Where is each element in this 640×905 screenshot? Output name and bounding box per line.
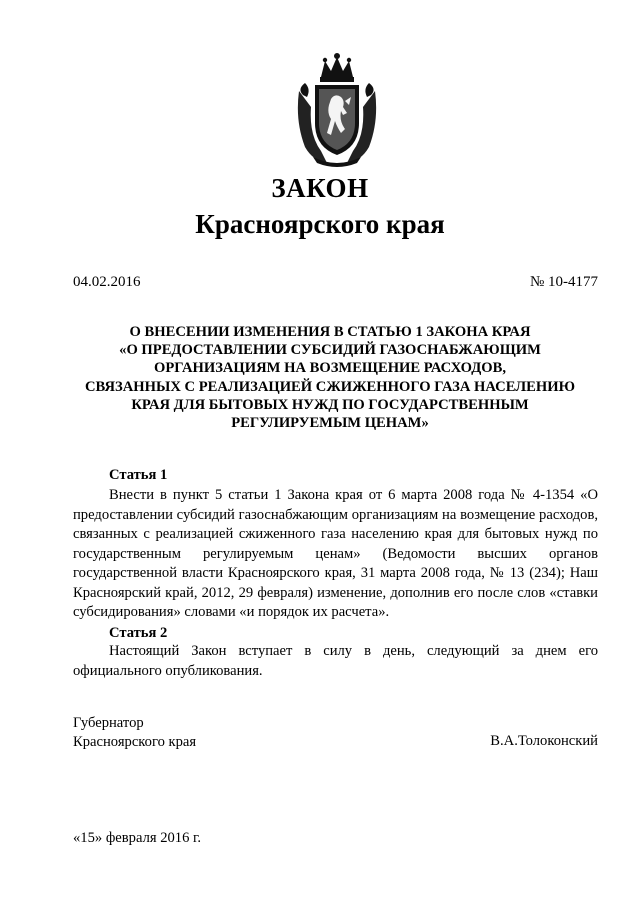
- law-heading-line: РЕГУЛИРУЕМЫМ ЦЕНАМ»: [231, 415, 429, 432]
- article-1-text: Внести в пункт 5 статьи 1 Закона края от 6 марта 2008 года № 4-1354 «О предоставлении субсидий газоснабжающим организациям на возмещение расходов, связанных с реализацией сжиженного газа населению края для бытовых нужд по государственным регулируемым ценам» (Ведомости высших органов государственной власти Красноярского края, 31 марта 2008 года, № 13 (234); Наш Красноярский край, 2012, 29 февраля) изменение, дополнив его после слов «ставки субсидирования» словами «и порядок их расчета».: [73, 487, 598, 620]
- law-heading-line: ОРГАНИЗАЦИЯМ НА ВОЗМЕЩЕНИЕ РАСХОДОВ,: [153, 360, 506, 377]
- signatory-position: [73, 714, 196, 752]
- law-heading: [60, 323, 600, 432]
- article-1-title: Статья 1: [109, 467, 168, 483]
- signatory-position-line: Губернатор: [73, 715, 144, 731]
- law-heading-line: О ВНЕСЕНИИ ИЗМЕНЕНИЯ В СТАТЬЮ 1 ЗАКОНА КРАЯ: [129, 324, 531, 340]
- krasnoyarsk-coat-of-arms-icon: [291, 51, 383, 169]
- law-heading-line: КРАЯ ДЛЯ БЫТОВЫХ НУЖД ПО ГОСУДАРСТВЕННЫМ: [131, 396, 529, 413]
- document-type-title: ЗАКОН: [271, 173, 369, 203]
- document-number: № 10-4177: [529, 274, 598, 290]
- article-2-text: Настоящий Закон вступает в силу в день, следующий за днем его официального опубликования.: [73, 643, 598, 679]
- issuer-title: Красноярского края: [195, 209, 445, 239]
- signatory-name: В.А.Толоконский: [490, 733, 598, 749]
- article-2-title: Статья 2: [109, 625, 168, 641]
- signing-date: «15» февраля 2016 г.: [73, 830, 202, 846]
- law-heading-line: СВЯЗАННЫХ С РЕАЛИЗАЦИЕЙ СЖИЖЕННОГО ГАЗА НАСЕЛЕНИЮ: [84, 378, 576, 395]
- law-heading-line: «О ПРЕДОСТАВЛЕНИИ СУБСИДИЙ ГАЗОСНАБЖАЮЩИМ: [119, 342, 541, 359]
- signatory-position-line: Красноярского края: [73, 734, 197, 750]
- document-date: 04.02.2016: [73, 274, 141, 290]
